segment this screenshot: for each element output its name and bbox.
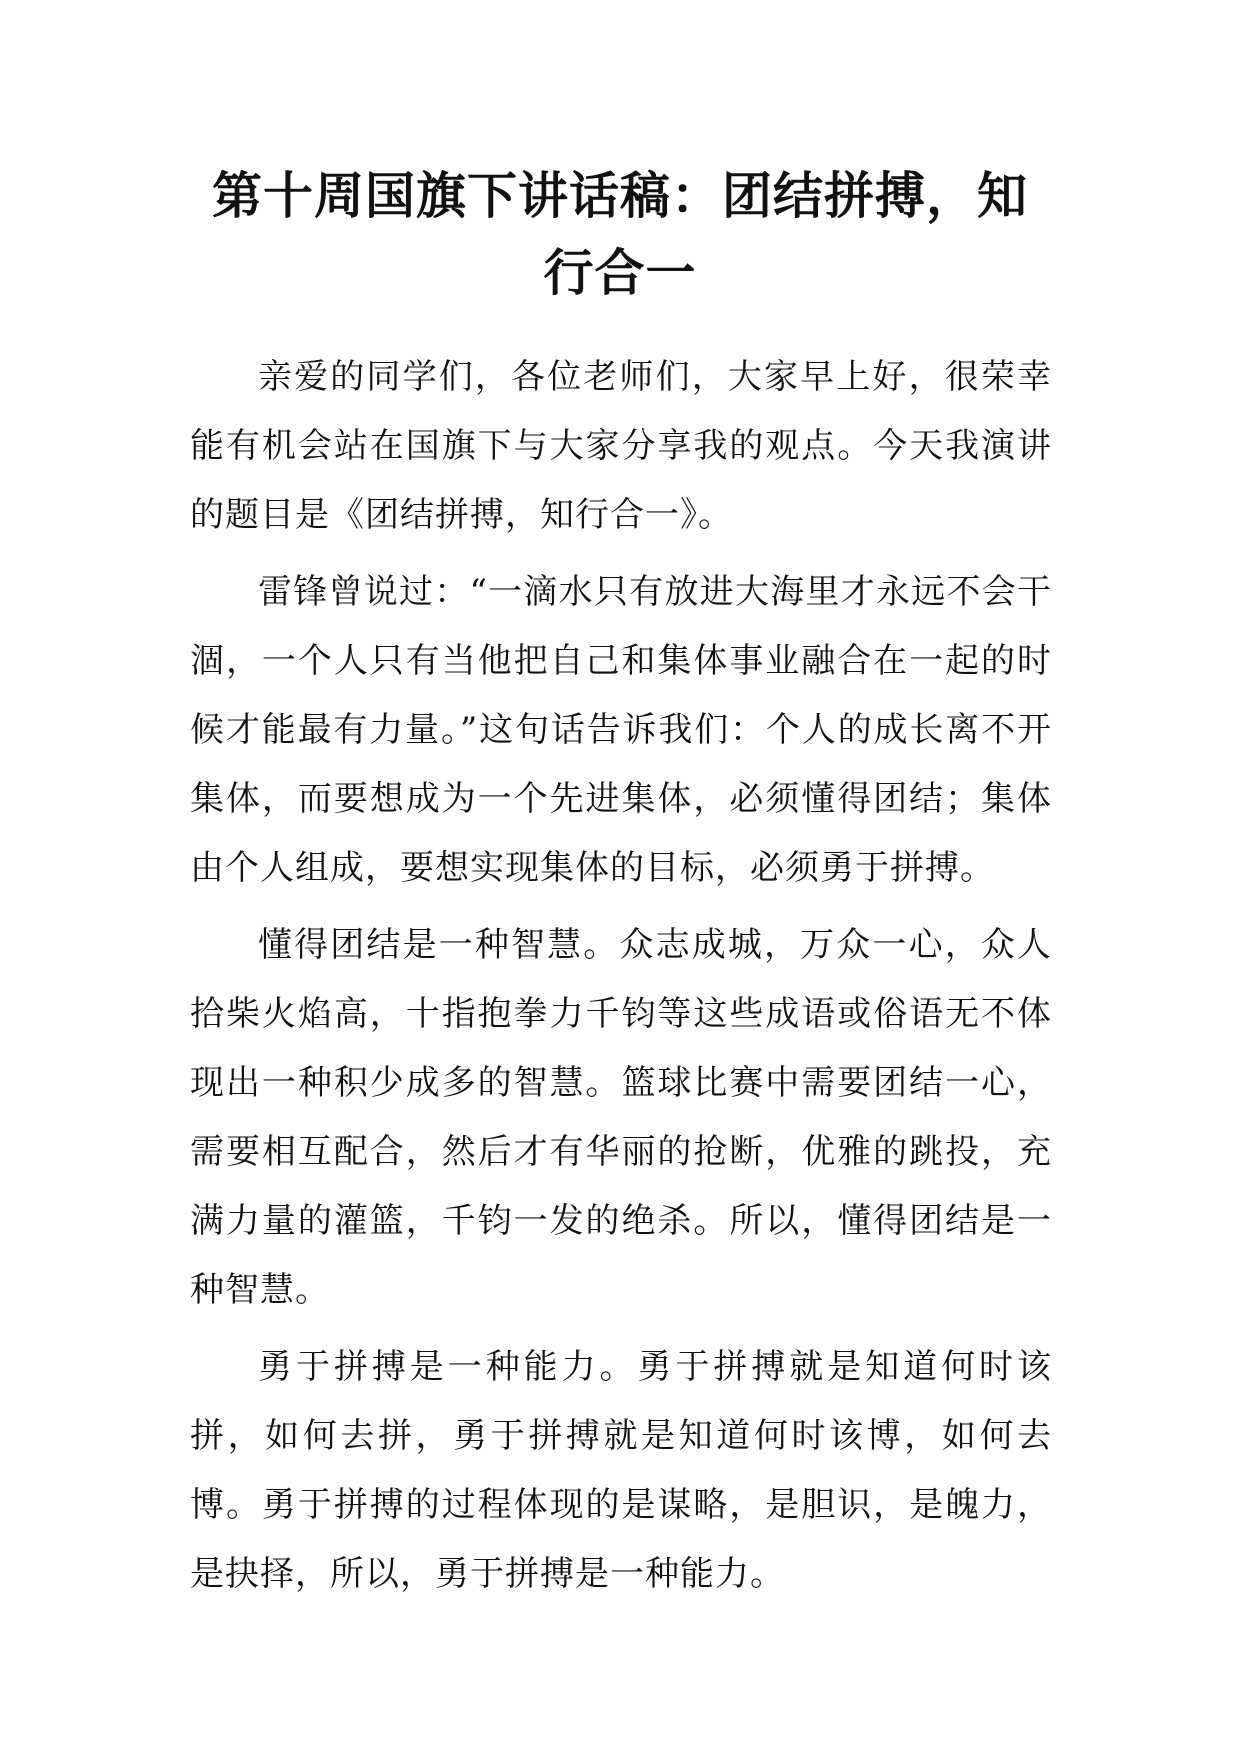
- paragraph-striving: 勇于拼搏是一种能力。勇于拼搏就是知道何时该拼，如何去拼，勇于拼搏就是知道何时该博，如何去博。勇于拼搏的过程体现的是谋略，是胆识，是魄力，是抉择，所以，勇于拼搏是一种能力。: [190, 1347, 1052, 1594]
- document-title: 第十周国旗下讲话稿：团结拼搏，知行合一: [212, 167, 1028, 302]
- paragraph-quote: 雷锋曾说过：“一滴水只有放进大海里才永远不会干涸，一个人只有当他把自己和集体事业融合在一起的时候才能最有力量。”这句话告诉我们：个人的成长离不开集体，而要想成为一个先进集体，必须懂得团结；集体由个人组成，要想实现集体的目标，必须勇于拼搏。: [190, 572, 1052, 888]
- paragraph-unity: 懂得团结是一种智慧。众志成城，万众一心，众人拾柴火焰高，十指抱拳力千钧等这些成语或俗语无不体现出一种积少成多的智慧。篮球比赛中需要团结一心，需要相互配合，然后才有华丽的抢断，优雅的跳投，充满力量的灌篮，千钧一发的绝杀。所以，懂得团结是一种智慧。: [190, 925, 1052, 1310]
- paragraph-greeting: 亲爱的同学们，各位老师们，大家早上好，很荣幸能有机会站在国旗下与大家分享我的观点。今天我演讲的题目是《团结拼搏，知行合一》。: [190, 357, 1052, 535]
- document-body: [190, 343, 1052, 1617]
